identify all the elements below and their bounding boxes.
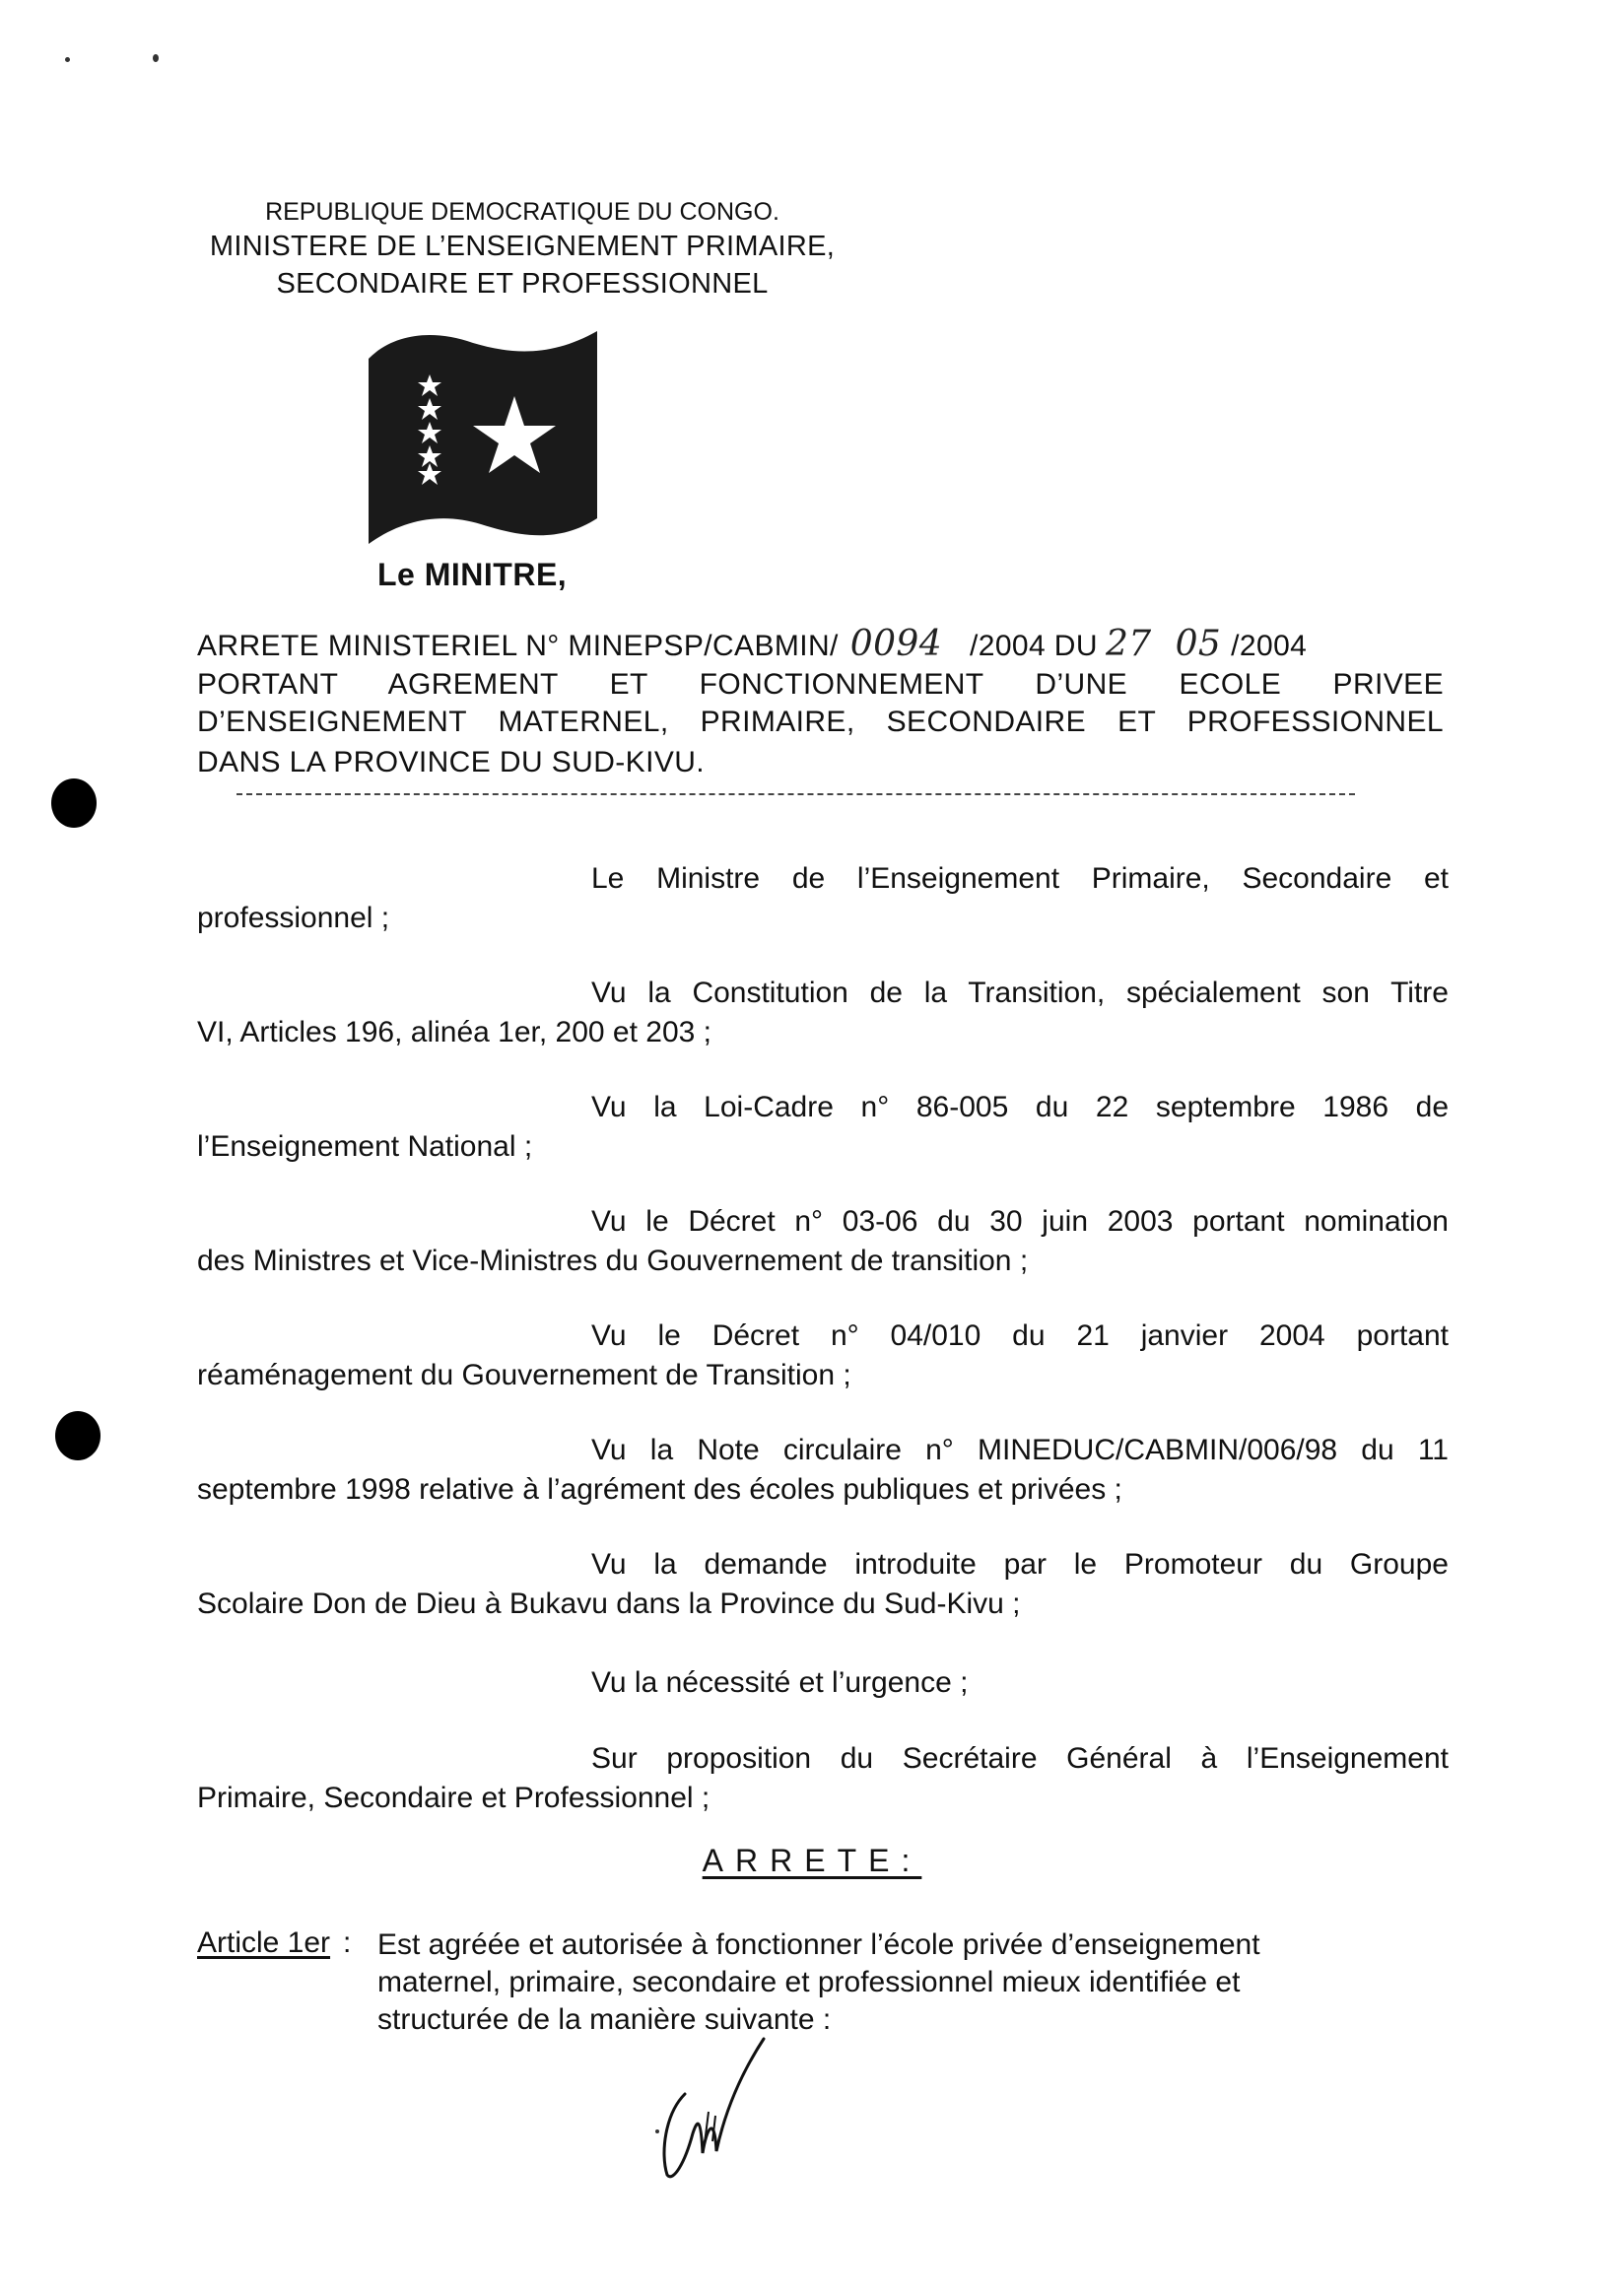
decree-title-line3: D’ENSEIGNEMENT MATERNEL, PRIMAIRE, SECONDAIRE ET PROFESSIONNEL — [197, 706, 1444, 738]
decree-month-handwritten: 05 — [1175, 624, 1222, 664]
decree-number-prefix: ARRETE MINISTERIEL N° MINEPSP/CABMIN/ — [197, 630, 839, 662]
dashed-separator — [237, 793, 1355, 795]
decree-title-line1 — [197, 626, 1444, 665]
scan-mark — [153, 54, 159, 62]
consideration-paragraph: Vu le Décret n° 03-06 du 30 juin 2003 portant nomination des Ministres et Vice-Ministres du Gouvernement de transition ; — [197, 1205, 1449, 1277]
consideration-paragraph: Vu la nécessité et l’urgence ; — [591, 1666, 969, 1699]
consideration-paragraph: Vu le Décret n° 04/010 du 21 janvier 2004 portant réaménagement du Gouvernement de Transition ; — [197, 1319, 1449, 1391]
drc-flag-emblem — [365, 325, 601, 552]
decree-title-line2: PORTANT AGREMENT ET FONCTIONNEMENT D’UNE ECOLE PRIVEE — [197, 668, 1444, 701]
header-republic: REPUBLIQUE DEMOCRATIQUE DU CONGO. — [265, 198, 779, 226]
header-ministry: MINISTERE DE L’ENSEIGNEMENT PRIMAIRE, — [209, 231, 836, 262]
consideration-paragraph: Sur proposition du Secrétaire Général à l’Enseignement Primaire, Secondaire et Professionnel ; — [197, 1742, 1449, 1814]
consideration-paragraph: Vu la Loi-Cadre n° 86-005 du 22 septembre 1986 de l’Enseignement National ; — [197, 1091, 1449, 1163]
decree-year-suffix: /2004 — [1231, 630, 1308, 662]
scan-mark — [65, 57, 70, 62]
consideration-paragraph: Vu la demande introduite par le Promoteur du Groupe Scolaire Don de Dieu à Bukavu dans la Province du Sud-Kivu ; — [197, 1548, 1449, 1620]
article-1-colon: : — [343, 1926, 352, 1959]
handwritten-initials — [645, 2035, 783, 2183]
punch-hole — [55, 1411, 101, 1460]
article-1-body: Est agréée et autorisée à fonctionner l’école privée d’enseignement maternel, primaire, secondaire et professionnel mieux identifiée et structurée de la manière suivante : — [377, 1928, 1260, 2036]
decree-day-handwritten: 27 — [1105, 624, 1152, 664]
decree-year-separator: /2004 DU — [970, 630, 1098, 662]
article-1-label: Article 1er — [197, 1926, 331, 1959]
consideration-paragraph: Vu la Constitution de la Transition, spécialement son Titre VI, Articles 196, alinéa 1er, 200 et 203 ; — [197, 977, 1449, 1048]
decree-title-line4: DANS LA PROVINCE DU SUD-KIVU. — [197, 746, 706, 778]
minister-heading: Le MINITRE, — [377, 557, 568, 592]
punch-hole — [51, 778, 97, 828]
decision-heading: ARRETE: — [702, 1843, 922, 1878]
consideration-paragraph: Vu la Note circulaire n° MINEDUC/CABMIN/006/98 du 11 septembre 1998 relative à l’agrément des écoles publiques et privées ; — [197, 1434, 1449, 1506]
header-ministry-sub: SECONDAIRE ET PROFESSIONNEL — [276, 268, 769, 300]
decree-number-handwritten: 0094 — [849, 624, 942, 664]
consideration-paragraph: Le Ministre de l’Enseignement Primaire, Secondaire et professionnel ; — [197, 862, 1449, 934]
